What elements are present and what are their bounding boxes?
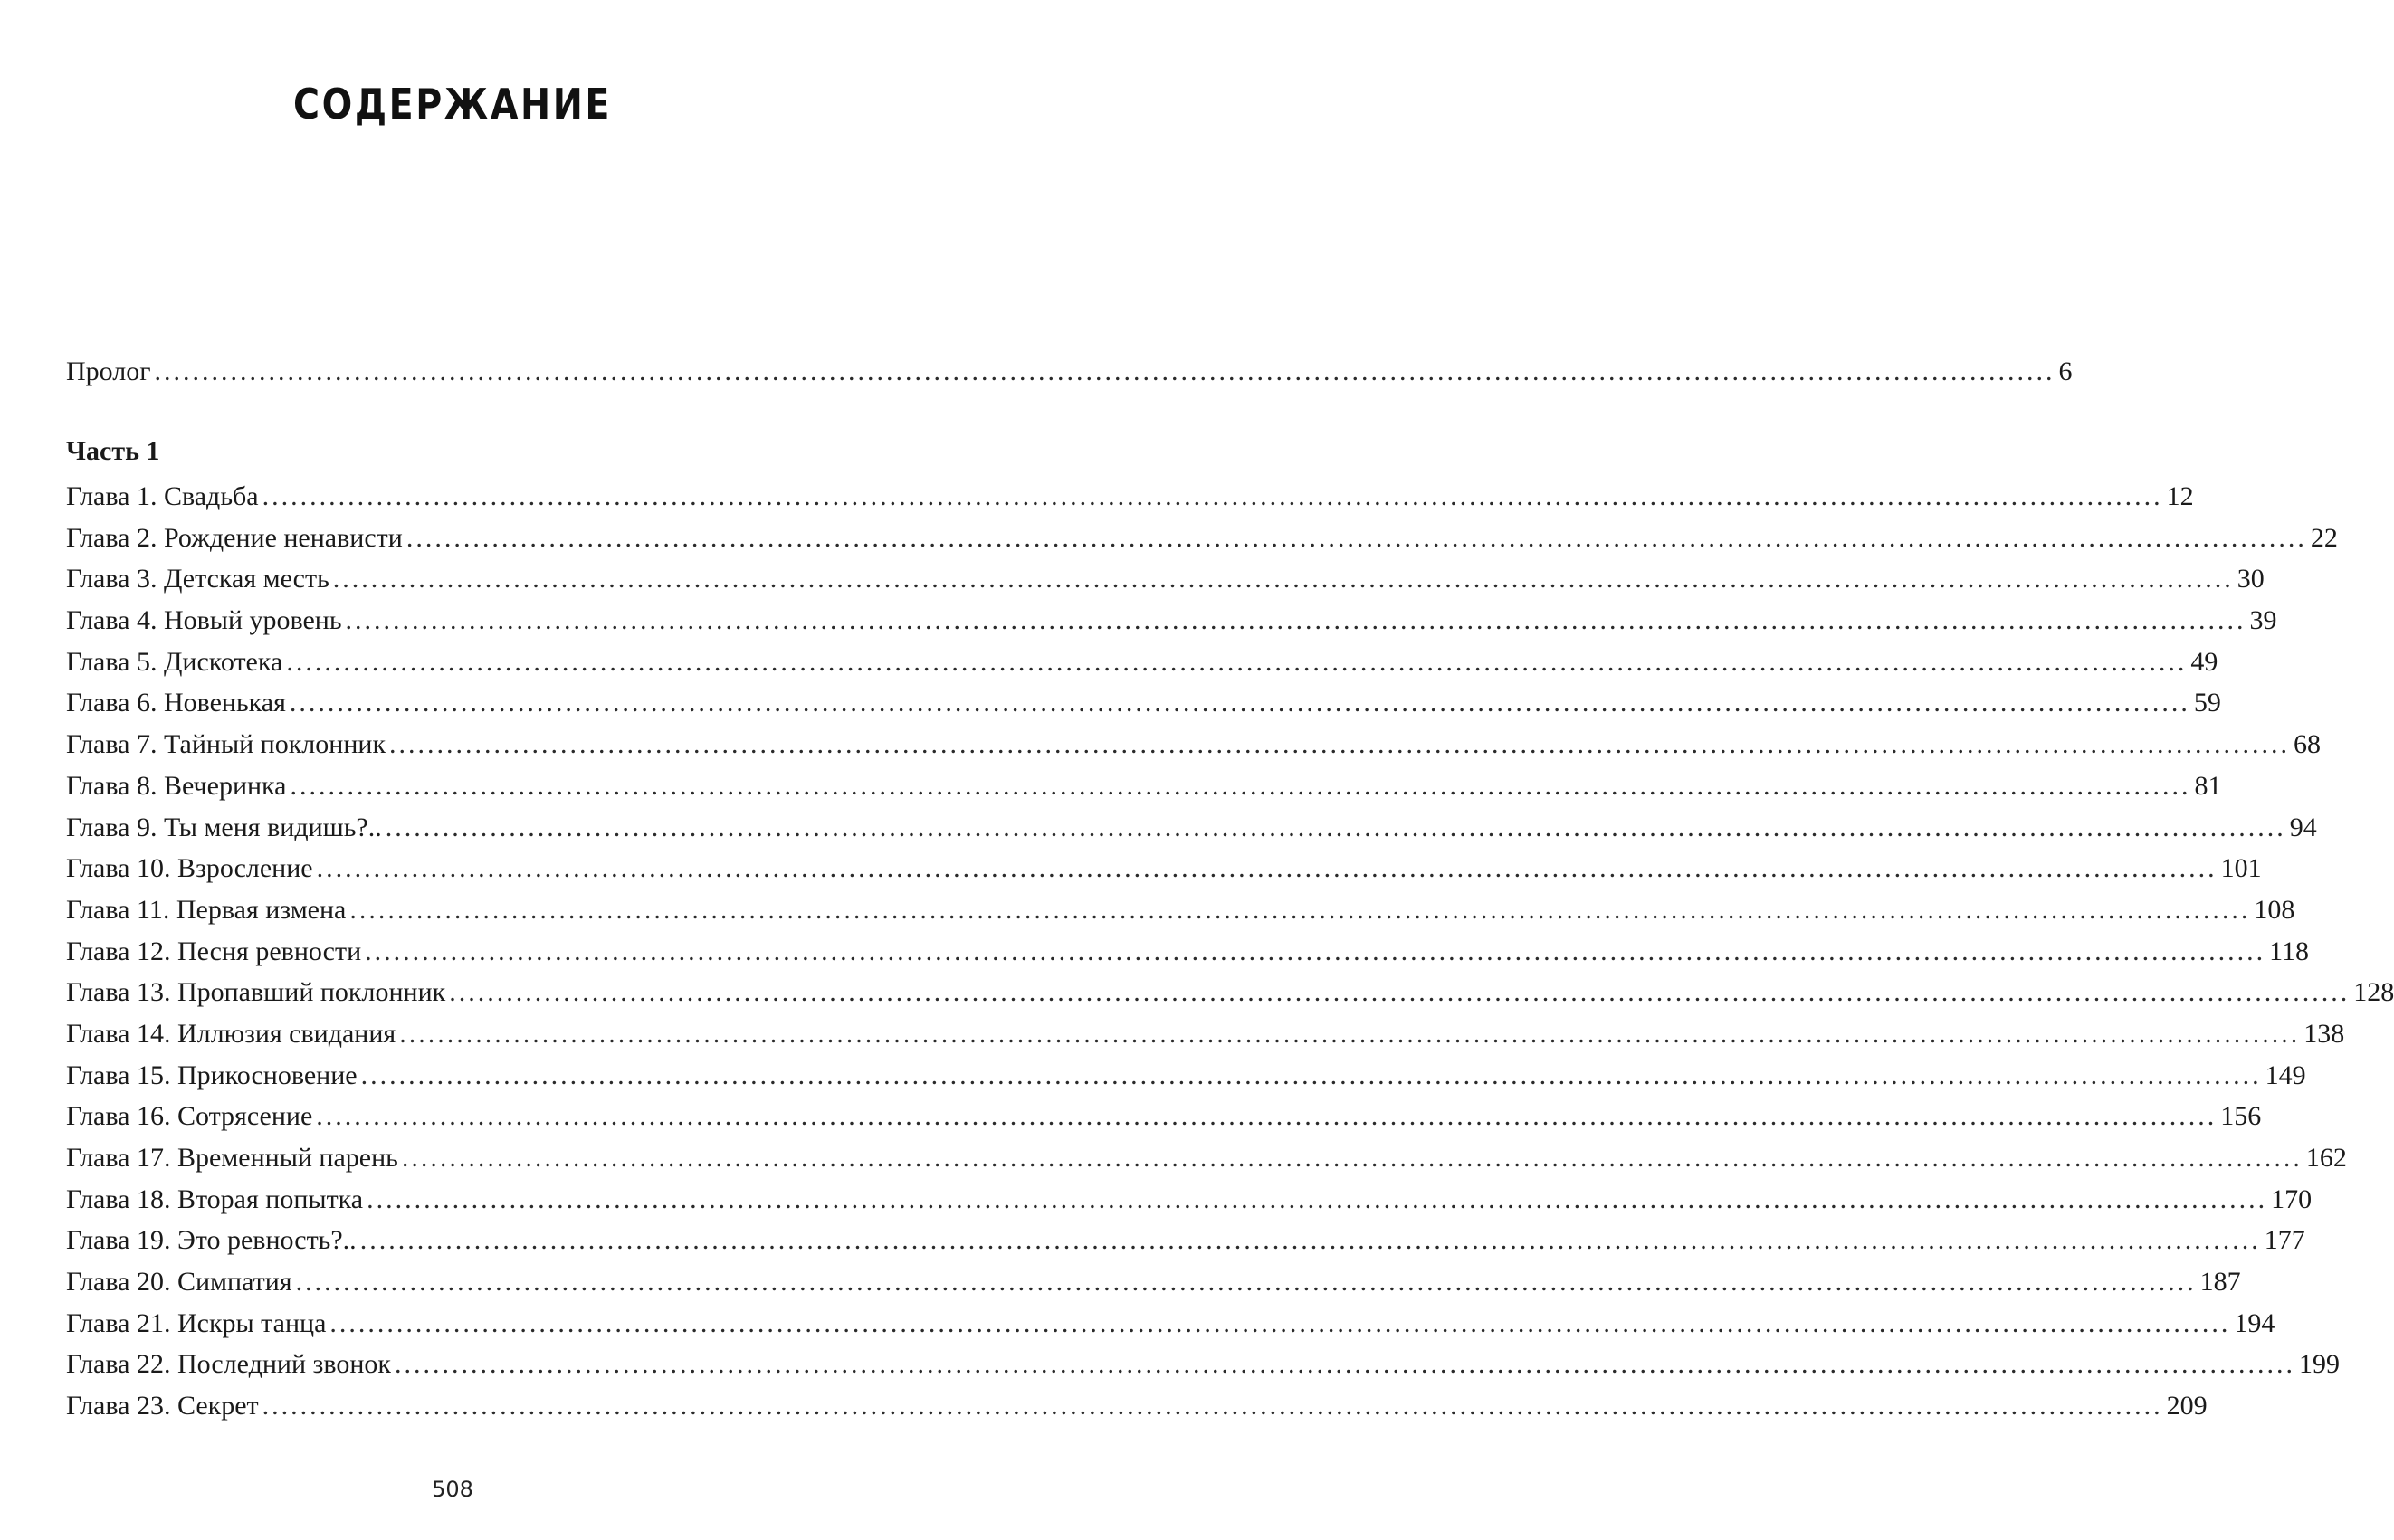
- toc-entry: [66, 1385, 2208, 1427]
- toc-entry-page: 101: [2220, 853, 2262, 884]
- toc-entry-title: Глава 14. Иллюзия свидания: [66, 1018, 396, 1049]
- toc-entry-title: Глава 7. Тайный поклонник: [66, 729, 386, 760]
- toc-entry-title: Глава 15. Прикосновение: [66, 1060, 358, 1090]
- dot-leader: ........................................................................................................................................................................................................: [262, 1391, 2163, 1421]
- toc-entry-page: 49: [2190, 646, 2218, 677]
- toc-entry: [66, 682, 2221, 724]
- dot-leader: ........................................................................................................................................................................................................: [365, 936, 2266, 966]
- toc-entry-title: Глава 1. Свадьба: [66, 481, 259, 511]
- toc-entry-title: Глава 10. Взросление: [66, 853, 313, 884]
- toc-entry: [66, 558, 2265, 600]
- dot-leader: ........................................................................................................................................................................................................: [399, 1018, 2301, 1049]
- toc-entry-title: Глава 2. Рождение ненависти: [66, 522, 403, 553]
- toc-entry-page: 209: [2166, 1391, 2208, 1421]
- dot-leader: ........................................................................................................................................................................................................: [316, 853, 2218, 884]
- toc-entry: [66, 972, 2394, 1013]
- toc-entry-page: 68: [2294, 729, 2322, 760]
- toc-entry-title: Глава 20. Симпатия: [66, 1267, 292, 1298]
- dot-leader: ........................................................................................................................................................................................................: [290, 770, 2191, 801]
- toc-entry: [66, 848, 2262, 889]
- toc-entry: [66, 642, 2218, 683]
- toc-entry-title: Пролог: [66, 356, 151, 386]
- dot-leader: ........................................................................................................................................................................................................: [295, 1267, 2197, 1298]
- toc-entry: [66, 1096, 2262, 1137]
- dot-leader: ........................................................................................................................................................................................................: [286, 646, 2188, 677]
- toc-entry-page: 128: [2353, 977, 2394, 1008]
- dot-leader: ........................................................................................................................................................................................................: [359, 1225, 2261, 1256]
- page-title: СОДЕРЖАНИЕ: [292, 80, 613, 128]
- toc-entry: [66, 807, 2317, 849]
- dot-leader: ........................................................................................................................................................................................................: [394, 1349, 2295, 1380]
- toc-entry: [66, 476, 2194, 518]
- part-heading: Часть 1: [66, 436, 160, 466]
- toc-entry-page: 138: [2303, 1018, 2345, 1049]
- toc-entry-title: Глава 19. Это ревность?..: [66, 1225, 357, 1256]
- dot-leader: ........................................................................................................................................................................................................: [389, 729, 2291, 760]
- toc-entry-page: 22: [2310, 522, 2338, 553]
- toc-entry-page: 170: [2271, 1184, 2313, 1214]
- toc-entry: [66, 518, 2338, 559]
- toc-entry-page: 12: [2166, 481, 2194, 511]
- toc-entry-title: Глава 5. Дискотека: [66, 646, 283, 677]
- dot-leader: ........................................................................................................................................................................................................: [405, 522, 2307, 553]
- toc-entry: [66, 1137, 2347, 1179]
- toc-entry-page: 6: [2058, 356, 2073, 386]
- toc-entry: [66, 1013, 2345, 1055]
- dot-leader: ........................................................................................................................................................................................................: [329, 1307, 2231, 1338]
- toc-entry-title: Глава 9. Ты меня видишь?..: [66, 812, 382, 842]
- toc-entry: [66, 765, 2222, 807]
- toc-entry-title: Глава 13. Пропавший поклонник: [66, 977, 446, 1008]
- dot-leader: ........................................................................................................................................................................................................: [332, 564, 2234, 594]
- toc-entry: [66, 1179, 2313, 1221]
- toc-entry-title: Глава 16. Сотрясение: [66, 1101, 313, 1132]
- toc-entry-title: Глава 17. Временный парень: [66, 1143, 398, 1173]
- toc-entry-page: 108: [2254, 894, 2295, 925]
- toc-entry-page: 39: [2249, 605, 2277, 636]
- toc-entry-page: 81: [2194, 770, 2222, 801]
- toc-entry-prologue: [66, 351, 2073, 393]
- toc-entry: [66, 1261, 2241, 1303]
- dot-leader: ........................................................................................................................................................................................................: [349, 894, 2251, 925]
- dot-leader: ........................................................................................................................................................................................................: [289, 688, 2190, 718]
- dot-leader: ........................................................................................................................................................................................................: [316, 1101, 2218, 1132]
- toc-entry: [66, 1055, 2306, 1097]
- toc-entry-title: Глава 12. Песня ревности: [66, 936, 362, 966]
- dot-leader: ........................................................................................................................................................................................................: [154, 356, 2055, 386]
- chapter-list: [66, 476, 2394, 1427]
- dot-leader: ........................................................................................................................................................................................................: [385, 812, 2286, 842]
- page-number: 508: [432, 1477, 473, 1502]
- toc-entry: [66, 1303, 2275, 1345]
- toc-entry-title: Глава 21. Искры танца: [66, 1307, 327, 1338]
- toc-entry: [66, 931, 2310, 973]
- toc-entry-page: 59: [2193, 688, 2221, 718]
- dot-leader: ........................................................................................................................................................................................................: [449, 977, 2351, 1008]
- toc-entry-page: 30: [2237, 564, 2265, 594]
- toc-entry-title: Глава 6. Новенькая: [66, 688, 286, 718]
- dot-leader: ........................................................................................................................................................................................................: [367, 1184, 2268, 1214]
- toc-entry-title: Глава 11. Первая измена: [66, 894, 347, 925]
- toc-entry-title: Глава 18. Вторая попытка: [66, 1184, 364, 1214]
- dot-leader: ........................................................................................................................................................................................................: [360, 1060, 2262, 1090]
- toc-entry-page: 149: [2265, 1060, 2306, 1090]
- toc-entry-page: 118: [2269, 936, 2310, 966]
- toc-entry-page: 194: [2234, 1307, 2275, 1338]
- toc-entry-title: Глава 3. Детская месть: [66, 564, 329, 594]
- toc-entry: [66, 600, 2277, 642]
- prologue-list: [66, 351, 2073, 393]
- toc-entry-page: 156: [2220, 1101, 2262, 1132]
- toc-entry-title: Глава 22. Последний звонок: [66, 1349, 391, 1380]
- toc-entry: [66, 724, 2322, 765]
- toc-entry-title: Глава 23. Секрет: [66, 1391, 259, 1421]
- toc-entry-title: Глава 4. Новый уровень: [66, 605, 342, 636]
- toc-entry-page: 162: [2305, 1143, 2347, 1173]
- toc-entry-page: 94: [2289, 812, 2317, 842]
- toc-entry: [66, 1220, 2305, 1261]
- dot-leader: ........................................................................................................................................................................................................: [262, 481, 2163, 511]
- toc-entry-page: 187: [2199, 1267, 2241, 1298]
- dot-leader: ........................................................................................................................................................................................................: [345, 605, 2246, 636]
- toc-entry-title: Глава 8. Вечеринка: [66, 770, 287, 801]
- toc-entry: [66, 1344, 2340, 1385]
- toc-entry-page: 199: [2298, 1349, 2340, 1380]
- dot-leader: ........................................................................................................................................................................................................: [401, 1143, 2303, 1173]
- toc-entry-page: 177: [2264, 1225, 2305, 1256]
- toc-entry: [66, 889, 2295, 931]
